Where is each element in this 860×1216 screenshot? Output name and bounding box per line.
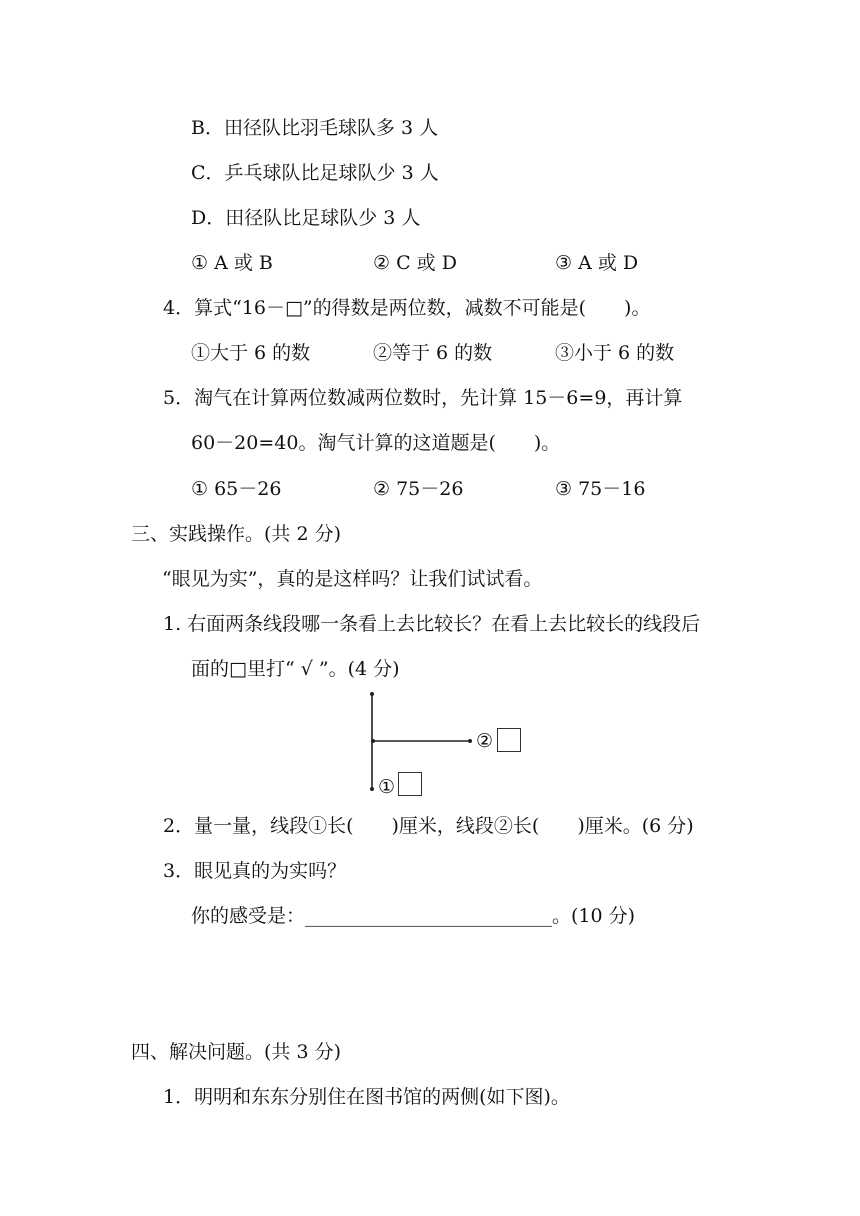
segment-1-top-dot [370,692,374,696]
q3-choice-3: ③ A 或 D [555,252,639,274]
q5-choice-3: ③ 75－16 [555,478,646,500]
q5-stem-line2: 60－20=40。淘气计算的这道题是( )。 [191,432,561,454]
q4-choice-2: ②等于 6 的数 [373,342,493,364]
section3-q1-line1: 1. 右面两条线段哪一条看上去比较长？在看上去比较长的线段后 [163,613,701,635]
q3-choice-1: ① A 或 B [191,252,273,274]
segment-1-bottom-dot [370,787,374,791]
section3-intro: “眼见为实”，真的是这样吗？让我们试试看。 [162,568,543,590]
option-d: D．田径队比足球队少 3 人 [191,207,421,229]
section3-heading: 三、实践操作。(共 2 分) [131,523,341,545]
segment-2-label: ② [476,730,494,752]
segment-2-right-dot [468,739,472,743]
q5-choice-1: ① 65－26 [191,478,282,500]
segment-2-left-dot [371,739,375,743]
section3-q3: 3．眼见真的为实吗？ [163,860,347,882]
segment-1-answer-box[interactable] [398,772,422,796]
option-c: C．乒乓球队比足球队少 3 人 [191,162,439,184]
q5-stem-line1: 5．淘气在计算两位数减两位数时，先计算 15－6=9，再计算 [163,387,683,409]
section3-q3-answer-line[interactable]: 你的感受是：__________________________。(10 分) [191,905,636,927]
section3-q2: 2．量一量，线段①长( )厘米，线段②长( )厘米。(6 分) [163,815,694,837]
section3-q1-line2: 面的□里打“ √ ”。(4 分) [191,658,400,680]
q4-choice-1: ①大于 6 的数 [191,342,311,364]
segment-1-label: ① [378,776,396,798]
segment-2-answer-box[interactable] [497,728,521,752]
option-b: B．田径队比羽毛球队多 3 人 [191,117,439,139]
q3-choice-2: ② C 或 D [373,252,457,274]
q4-stem: 4．算式“16－□”的得数是两位数，减数不可能是( )。 [163,297,651,319]
q4-choice-3: ③小于 6 的数 [555,342,675,364]
section4-q1: 1．明明和东东分别住在图书馆的两侧(如下图)。 [163,1086,570,1108]
q5-choice-2: ② 75－26 [373,478,464,500]
section4-heading: 四、解决问题。(共 3 分) [131,1041,341,1063]
